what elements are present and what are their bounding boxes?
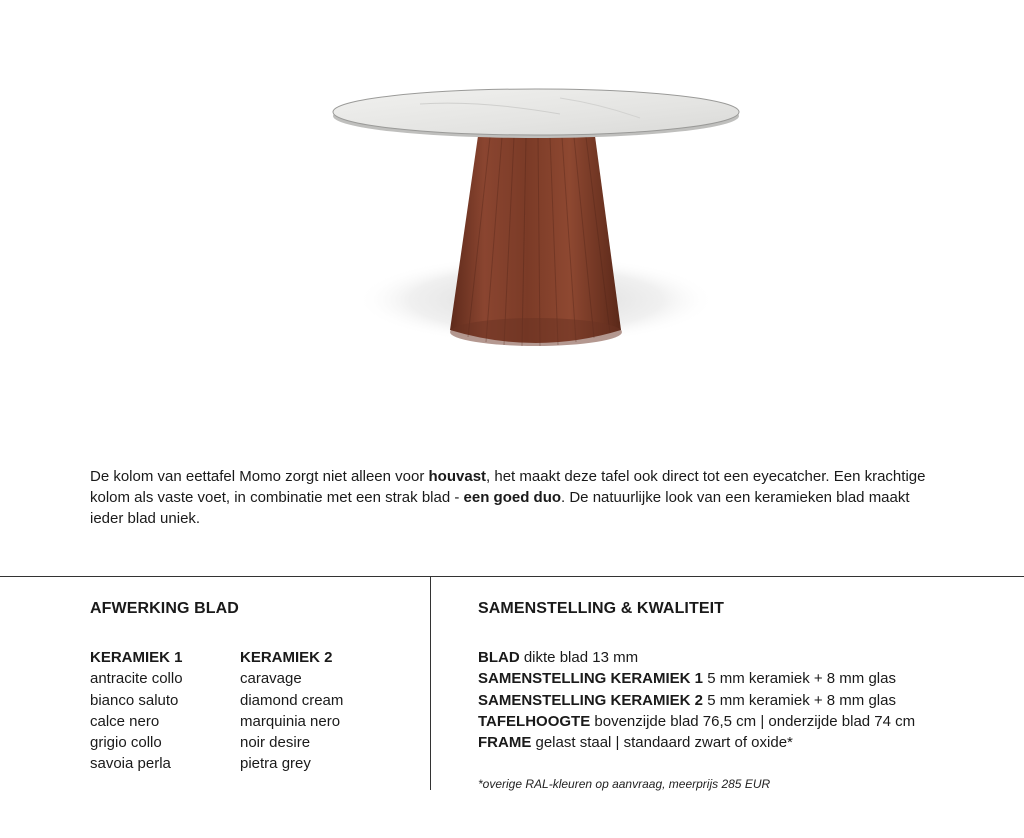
list-item: calce nero: [90, 712, 160, 730]
list-item: savoia perla: [90, 755, 171, 773]
tabletop: [333, 89, 739, 138]
intro-bold-1: houvast: [428, 468, 487, 485]
keramiek2-list: [240, 647, 343, 775]
spec-label: TAFELHOOGTE: [478, 712, 591, 730]
spec-row: [478, 732, 915, 753]
spec-row: [478, 690, 915, 711]
vertical-divider: [430, 577, 431, 790]
spec-value: gelast staal | standaard zwart of oxide*: [535, 734, 793, 752]
table-column: [450, 136, 622, 346]
list-item: noir desire: [240, 734, 311, 752]
spec-label: FRAME: [478, 734, 532, 752]
list-item: bianco saluto: [90, 691, 179, 709]
spec-row: [478, 668, 915, 689]
list-item: grigio collo: [90, 734, 162, 752]
intro-text-1: De kolom van eettafel Momo zorgt niet alleen voor: [90, 468, 429, 485]
spec-value: 5 mm keramiek + 8 mm glas: [707, 670, 896, 688]
spec-value: bovenzijde blad 76,5 cm | onderzijde blad 74 cm: [594, 712, 916, 730]
list-item: antracite collo: [90, 670, 183, 688]
spec-label: BLAD: [478, 649, 520, 666]
intro-text-2: , het maakt deze tafel ook direct tot een eyecatcher. Een krachtige kolom als vaste voet, in combinatie met een strak blad -: [90, 468, 926, 506]
spec-value: dikte blad 13 mm: [523, 649, 639, 666]
specs-title: SAMENSTELLING & KWALITEIT: [478, 600, 725, 617]
intro-bold-2: een goed duo: [463, 489, 562, 506]
list-item: marquinia nero: [240, 712, 341, 730]
spec-row: [478, 647, 915, 668]
list-item: caravage: [240, 670, 302, 688]
spec-label: SAMENSTELLING KERAMIEK 1: [478, 670, 704, 688]
spec-label: SAMENSTELLING KERAMIEK 2: [478, 691, 704, 709]
intro-text-3: . De natuurlijke look van een keramieken blad maakt ieder blad uniek.: [90, 489, 910, 527]
finish-title: AFWERKING BLAD: [90, 600, 239, 617]
list-item: pietra grey: [240, 755, 311, 773]
keramiek2-heading: KERAMIEK 2: [240, 649, 333, 666]
horizontal-divider: [0, 576, 1024, 577]
intro-paragraph: [90, 466, 930, 529]
keramiek1-heading: KERAMIEK 1: [90, 649, 183, 666]
spec-value: 5 mm keramiek + 8 mm glas: [707, 691, 896, 709]
spec-row: [478, 711, 915, 732]
keramiek1-list: [90, 647, 183, 775]
list-item: diamond cream: [240, 691, 344, 709]
footnote: *overige RAL-kleuren op aanvraag, meerprijs 285 EUR: [478, 777, 771, 791]
specs-list: [478, 647, 915, 753]
